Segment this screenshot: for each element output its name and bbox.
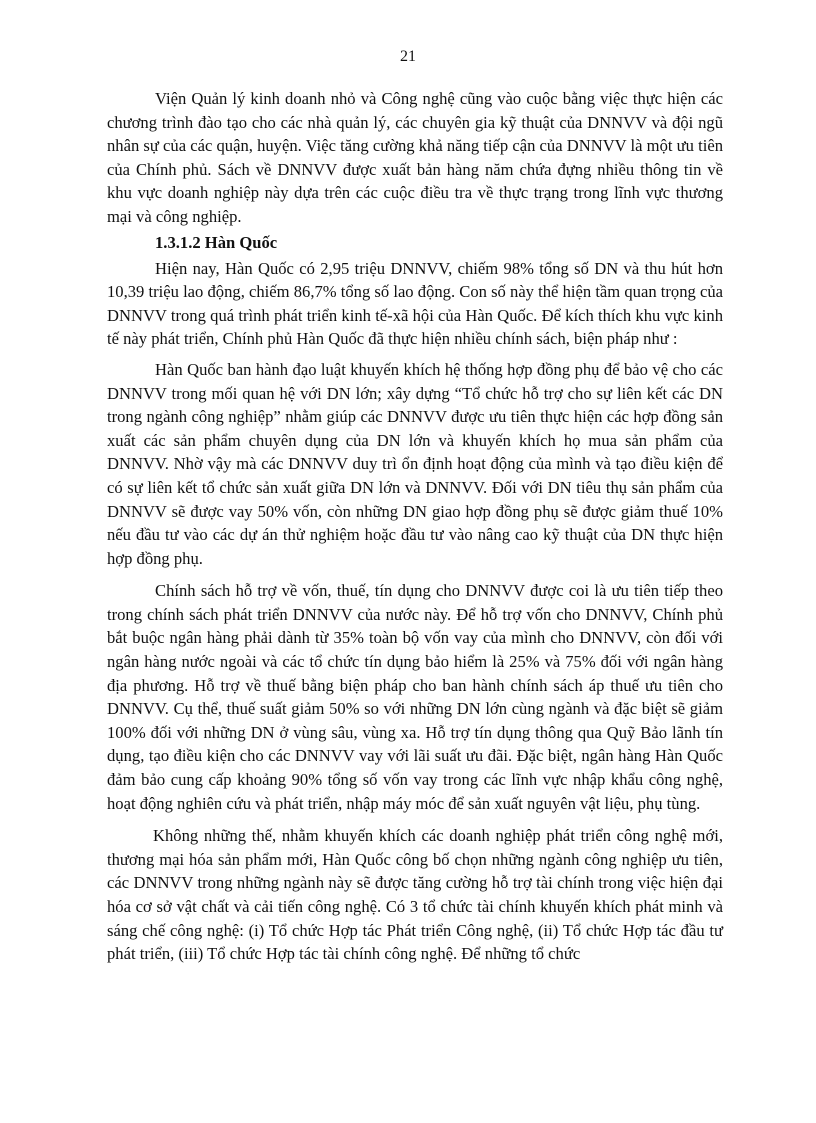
page-number: 21	[400, 48, 416, 65]
page-body	[107, 87, 723, 966]
body-paragraph: Hàn Quốc ban hành đạo luật khuyến khích hệ thống hợp đồng phụ để bảo vệ cho các DNNVV trong mối quan hệ với DN lớn; xây dựng “Tổ chức hỗ trợ cho sự liên kết các DN trong ngành công nghiệp” nhằm giúp các DNNVV được ưu tiên thực hiện các hợp đồng sản xuất các sản phẩm chuyên dụng của DN lớn và khuyến khích họ mua sản phẩm của DNNVV. Nhờ vậy mà các DNNVV duy trì ổn định hoạt động của mình và tạo điều kiện để có sự liên kết tổ chức sản xuất giữa DN lớn và DNNVV. Đối với DN tiêu thụ sản phẩm của DNNVV sẽ được vay 50% vốn, còn những DN giao hợp đồng phụ sẽ được giảm thuế 10% nếu đầu tư vào các dự án thử nghiệm hoặc đầu tư vào nâng cao kỹ thuật của DN thực hiện hợp đồng phụ.	[107, 359, 723, 568]
section-heading: 1.3.1.2 Hàn Quốc	[155, 232, 278, 252]
intro-paragraph: Viện Quản lý kinh doanh nhỏ và Công nghệ cũng vào cuộc bằng việc thực hiện các chương trình đào tạo cho các nhà quản lý, các chuyên gia kỹ thuật của DNNVV và đội ngũ nhân sự của các quận, huyện. Việc tăng cường khả năng tiếp cận của DNNVV là một ưu tiên của Chính phủ. Sách về DNNVV được xuất bản hàng năm chứa đựng nhiều thông tin về khu vực doanh nghiệp này dựa trên các cuộc điều tra về thực trạng trong lĩnh vực thương mại và công nghiệp.	[107, 89, 723, 226]
body-paragraph: Không những thế, nhằm khuyến khích các doanh nghiệp phát triển công nghệ mới, thương mại hóa sản phẩm mới, Hàn Quốc công bố chọn những ngành công nghiệp ưu tiên, các DNNVV trong những ngành này sẽ được tăng cường hỗ trợ tài chính trong việc hiện đại hóa cơ sở vật chất và cải tiến công nghệ. Có 3 tổ chức tài chính khuyến khích phát minh và sáng chế công nghệ: (i) Tổ chức Hợp tác Phát triển Công nghệ, (ii) Tổ chức Hợp tác đầu tư phát triển, (iii) Tổ chức Hợp tác tài chính công nghệ. Để những tổ chức	[107, 826, 723, 964]
body-paragraph: Chính sách hỗ trợ về vốn, thuế, tín dụng cho DNNVV được coi là ưu tiên tiếp theo trong chính sách phát triển DNNVV của nước này. Để hỗ trợ vốn cho DNNVV, Chính phủ bắt buộc ngân hàng phải dành từ 35% toàn bộ vốn vay của mình cho DNNVV, còn đối với ngân hàng nước ngoài và các tổ chức tín dụng bảo hiểm là 25% và 75% đối với ngân hàng địa phương. Hỗ trợ về thuế bằng biện pháp cho ban hành chính sách áp thuế ưu tiên cho DNNVV. Cụ thể, thuế suất giảm 50% so với những DN lớn cùng ngành và đặc biệt sẽ giảm 100% đối với những DN ở vùng sâu, vùng xa. Hỗ trợ tín dụng thông qua Quỹ Bảo lãnh tín dụng, tạo điều kiện cho các DNNVV vay với lãi suất ưu đãi. Đặc biệt, ngân hàng Hàn Quốc đảm bảo cung cấp khoảng 90% tổng số vốn vay trong các lĩnh vực nhập khẩu công nghệ, hoạt động nghiên cứu và phát triển, nhập máy móc để sản xuất nguyên vật liệu, phụ tùng.	[107, 581, 723, 813]
body-paragraph: Hiện nay, Hàn Quốc có 2,95 triệu DNNVV, chiếm 98% tổng số DN và thu hút hơn 10,39 triệu lao động, chiếm 86,7% tổng số lao động. Con số này thể hiện tầm quan trọng của DNNVV trong quá trình phát triển kinh tế-xã hội của Hàn Quốc. Để kích thích khu vực kinh tế này phát triển, Chính phủ Hàn Quốc đã thực hiện nhiều chính sách, biện pháp như :	[107, 258, 723, 349]
